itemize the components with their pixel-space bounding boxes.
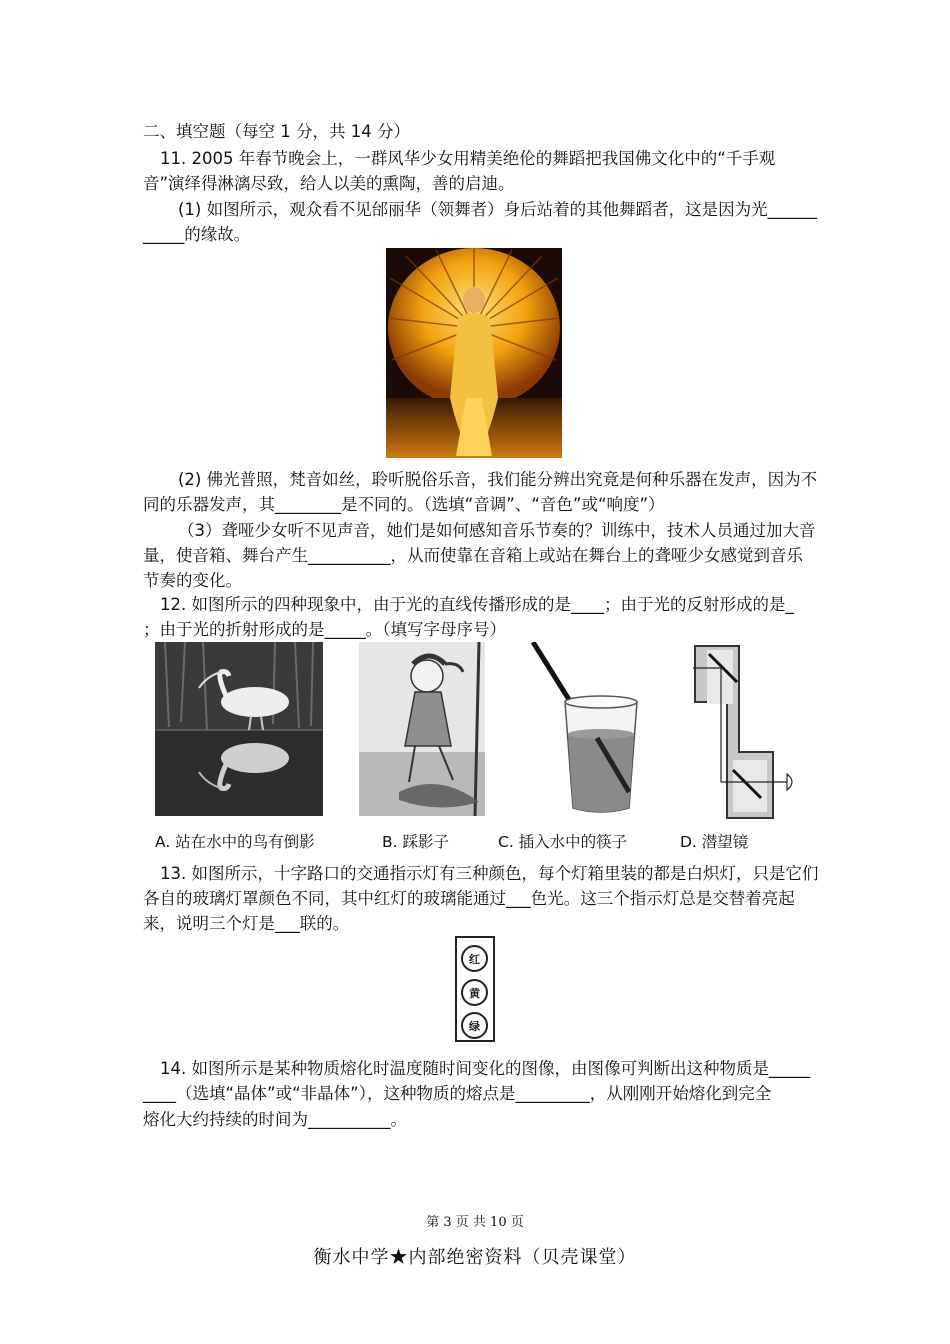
green-light-label: 绿 [461, 1012, 488, 1039]
q11-part3-line1: （3）聋哑少女听不见声音，她们是如何感知音乐节奏的？训练中，技术人员通过加大音 [178, 521, 816, 540]
q11-part2-line1: (2) 佛光普照，梵音如丝，聆听脱俗乐音，我们能分辨出究竟是何种乐器在发声，因为不 [178, 470, 818, 489]
q11-part1-line1: (1) 如图所示，观众看不见邰丽华（领舞者）身后站着的其他舞蹈者，这是因为光______ [178, 200, 818, 219]
chopstick-in-water-photo [525, 642, 645, 816]
figure-caption-a: A. 站在水中的鸟有倒影 [155, 833, 315, 851]
periscope-diagram [693, 642, 803, 820]
q11-part1-line2: _____的缘故。 [143, 225, 251, 244]
figure-caption-c: C. 插入水中的筷子 [498, 833, 628, 851]
q14-line3: 熔化大约持续的时间为__________。 [143, 1110, 407, 1129]
q14-line2: ____（选填“晶体”或“非晶体”），这种物质的熔点是_________，从刚刚开始熔化到完全 [143, 1084, 772, 1103]
stepping-on-shadow-illustration [359, 642, 485, 816]
thousand-hand-guanyin-photo [386, 248, 562, 458]
yellow-light-label: 黄 [461, 979, 488, 1006]
q11-intro-line2: 音”演绎得淋漓尽致，给人以美的熏陶，善的启迪。 [143, 174, 515, 193]
q13-line3: 来，说明三个灯是___联的。 [143, 914, 350, 933]
q12-line2: ；由于光的折射形成的是_____。（填写字母序号） [143, 620, 506, 639]
bird-reflection-photo [155, 642, 323, 816]
q14-line1: 14. 如图所示是某种物质熔化时温度随时间变化的图像，由图像可判断出这种物质是_____ [160, 1059, 811, 1078]
figure-caption-d: D. 潜望镜 [680, 833, 749, 851]
q11-part3-line3: 节奏的变化。 [143, 571, 242, 590]
page-number: 第 3 页 共 10 页 [426, 1215, 524, 1230]
q13-line2: 各自的玻璃灯罩颜色不同，其中红灯的玻璃能通过___色光。这三个指示灯总是交替着亮起 [143, 889, 795, 908]
q11-part3-line2: 量，使音箱、舞台产生__________，从而使靠在音箱上或站在舞台上的聋哑少女感觉到音乐 [143, 546, 803, 565]
q13-line1: 13. 如图所示，十字路口的交通指示灯有三种颜色，每个灯箱里装的都是白炽灯，只是它们 [160, 864, 819, 883]
section-title: 二、填空题（每空 1 分，共 14 分） [143, 122, 410, 141]
figure-caption-b: B. 踩影子 [382, 833, 449, 851]
q11-intro-line1: 11. 2005 年春节晚会上，一群风华少女用精美绝伦的舞蹈把我国佛文化中的“千手观 [160, 149, 776, 168]
q12-line1: 12. 如图所示的四种现象中，由于光的直线传播形成的是____；由于光的反射形成的是_ [160, 595, 794, 614]
red-light-label: 红 [461, 945, 488, 972]
q11-part2-line2: 同的乐器发声，其________是不同的。（选填“音调”、“音色”或“响度”） [143, 495, 665, 514]
footer-brand: 衡水中学★内部绝密资料（贝壳课堂） [313, 1247, 637, 1268]
